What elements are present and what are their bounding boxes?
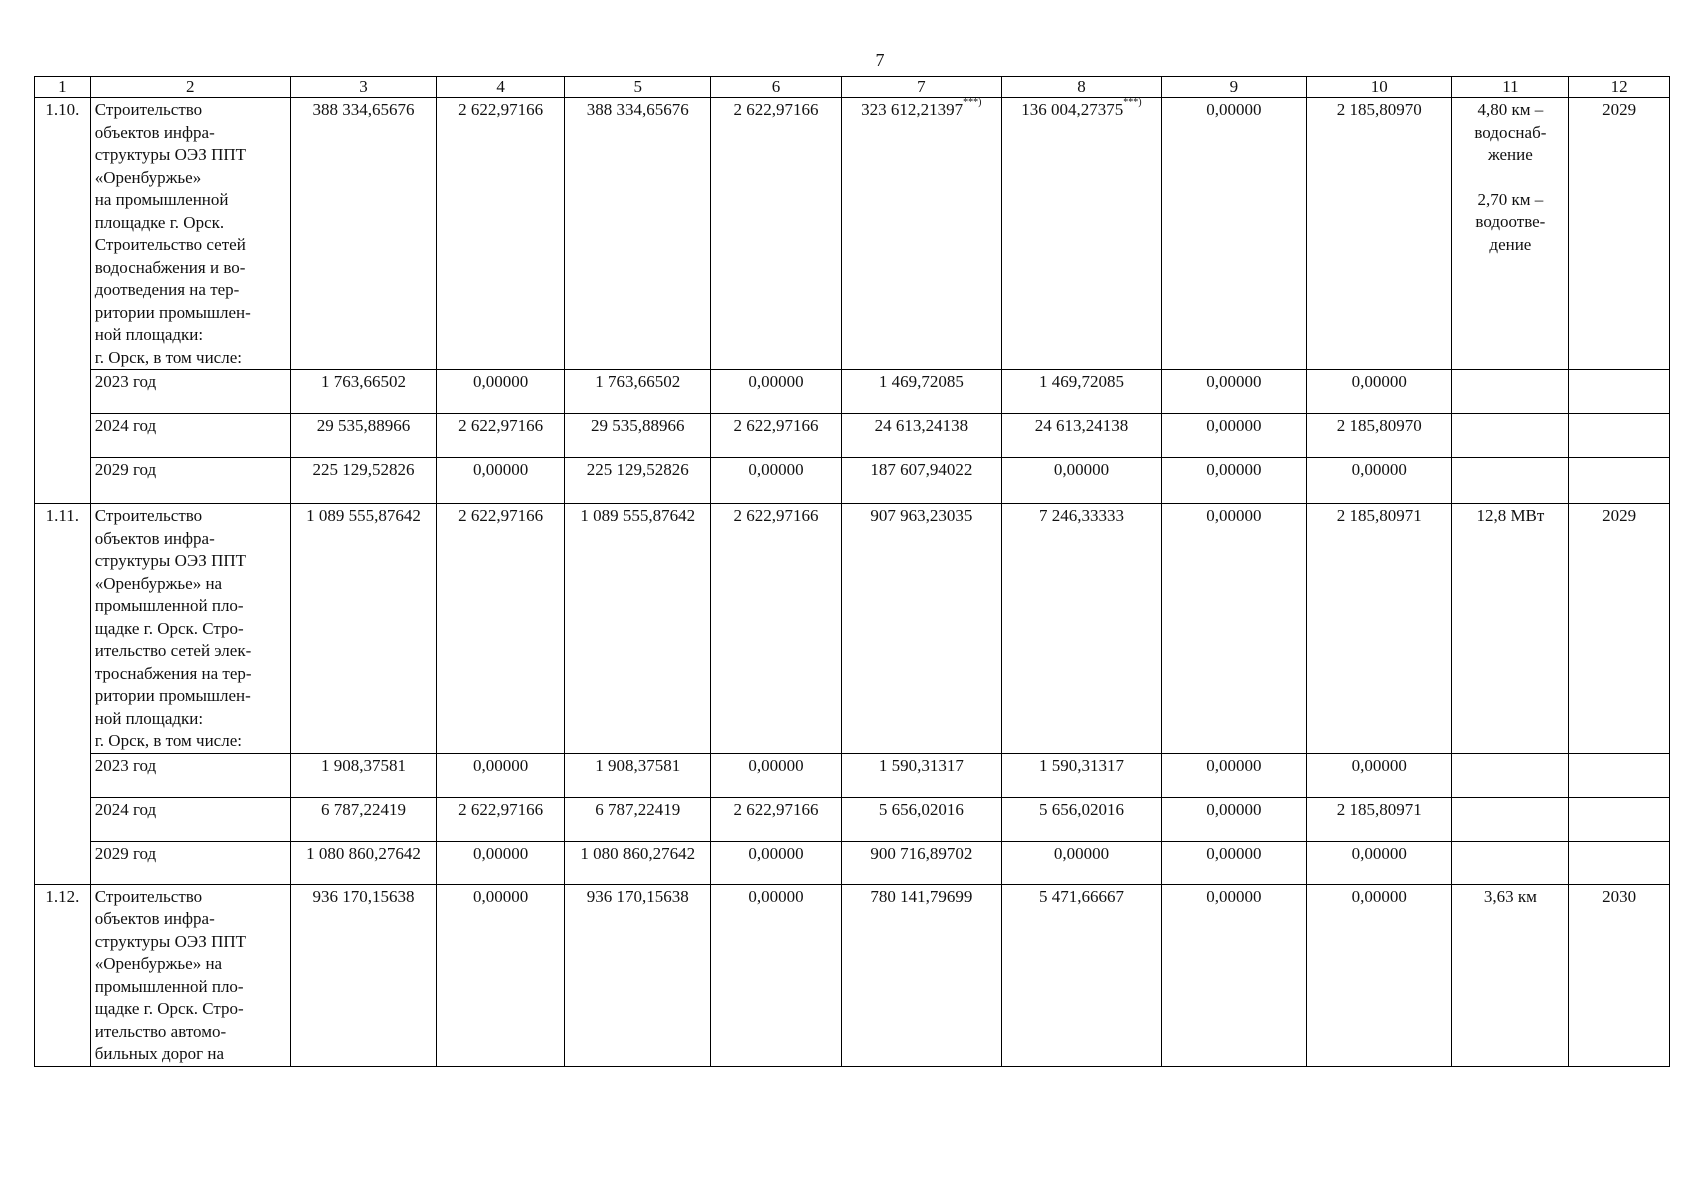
cell-value: 0,00000 bbox=[711, 370, 841, 414]
empty-cell bbox=[1569, 797, 1670, 841]
cell-value: 5 471,66667 bbox=[1002, 884, 1162, 1066]
column-header: 11 bbox=[1452, 77, 1569, 98]
empty-cell bbox=[1452, 458, 1569, 504]
cell-value: 0,00000 bbox=[1002, 458, 1162, 504]
completion-year: 2030 bbox=[1569, 884, 1670, 1066]
empty-cell bbox=[1569, 370, 1670, 414]
capacity-cell: 3,63 км bbox=[1452, 884, 1569, 1066]
cell-value: 1 469,72085 bbox=[841, 370, 1002, 414]
cell-value: 2 185,80970 bbox=[1307, 98, 1452, 370]
cell-value: 0,00000 bbox=[437, 753, 565, 797]
cell-value: 6 787,22419 bbox=[290, 797, 436, 841]
table-row bbox=[35, 797, 1670, 841]
cell-value: 323 612,21397***) bbox=[841, 98, 1002, 370]
year-label: 2029 год bbox=[90, 841, 290, 884]
completion-year: 2029 bbox=[1569, 504, 1670, 754]
cell-value: 2 185,80971 bbox=[1307, 797, 1452, 841]
table-row bbox=[35, 458, 1670, 504]
cell-value: 24 613,24138 bbox=[1002, 414, 1162, 458]
cell-value: 0,00000 bbox=[1161, 753, 1306, 797]
cell-value: 0,00000 bbox=[1161, 884, 1306, 1066]
section-number: 1.11. bbox=[35, 504, 91, 885]
cell-value: 2 185,80970 bbox=[1307, 414, 1452, 458]
cell-value: 1 763,66502 bbox=[565, 370, 711, 414]
table-row bbox=[35, 370, 1670, 414]
empty-cell bbox=[1452, 797, 1569, 841]
cell-value: 1 590,31317 bbox=[1002, 753, 1162, 797]
year-label: 2024 год bbox=[90, 797, 290, 841]
cell-value: 936 170,15638 bbox=[290, 884, 436, 1066]
cell-value: 0,00000 bbox=[711, 458, 841, 504]
page-number: 7 bbox=[875, 50, 885, 70]
cell-value: 0,00000 bbox=[711, 841, 841, 884]
empty-cell bbox=[1452, 414, 1569, 458]
column-header: 3 bbox=[290, 77, 436, 98]
cell-value: 0,00000 bbox=[437, 841, 565, 884]
year-label: 2029 год bbox=[90, 458, 290, 504]
cell-value: 0,00000 bbox=[1161, 504, 1306, 754]
year-label: 2024 год bbox=[90, 414, 290, 458]
table-row bbox=[35, 414, 1670, 458]
cell-value: 136 004,27375***) bbox=[1002, 98, 1162, 370]
cell-value: 1 089 555,87642 bbox=[565, 504, 711, 754]
cell-value: 24 613,24138 bbox=[841, 414, 1002, 458]
year-label: 2023 год bbox=[90, 753, 290, 797]
cell-value: 29 535,88966 bbox=[565, 414, 711, 458]
cell-value: 0,00000 bbox=[1002, 841, 1162, 884]
column-header: 12 bbox=[1569, 77, 1670, 98]
cell-value: 0,00000 bbox=[1161, 414, 1306, 458]
cell-value: 5 656,02016 bbox=[841, 797, 1002, 841]
table-row bbox=[35, 884, 1670, 1066]
footnote-mark: ***) bbox=[1123, 97, 1142, 108]
column-header: 5 bbox=[565, 77, 711, 98]
cell-value: 0,00000 bbox=[1307, 753, 1452, 797]
table-row bbox=[35, 504, 1670, 754]
cell-value: 0,00000 bbox=[437, 458, 565, 504]
capacity-cell: 4,80 км – водоснаб- жение 2,70 км – водоотве- дение bbox=[1452, 98, 1569, 370]
footnote-mark: ***) bbox=[963, 97, 982, 108]
item-name: Строительство объектов инфра- структуры ОЭЗ ППТ «Оренбуржье» на промышленной пло- щадке г. Орск. Стро- ительство автомо- бильных дорог на bbox=[90, 884, 290, 1066]
empty-cell bbox=[1569, 414, 1670, 458]
column-header: 2 bbox=[90, 77, 290, 98]
column-header: 6 bbox=[711, 77, 841, 98]
cell-value: 1 590,31317 bbox=[841, 753, 1002, 797]
cell-value: 225 129,52826 bbox=[290, 458, 436, 504]
cell-value: 1 908,37581 bbox=[290, 753, 436, 797]
column-header: 4 bbox=[437, 77, 565, 98]
cell-value: 1 089 555,87642 bbox=[290, 504, 436, 754]
cell-value: 0,00000 bbox=[1161, 370, 1306, 414]
table-row bbox=[35, 841, 1670, 884]
cell-value: 0,00000 bbox=[437, 884, 565, 1066]
empty-cell bbox=[1569, 753, 1670, 797]
cell-value: 388 334,65676 bbox=[565, 98, 711, 370]
section-number: 1.10. bbox=[35, 98, 91, 504]
cell-value: 187 607,94022 bbox=[841, 458, 1002, 504]
cell-value: 2 622,97166 bbox=[437, 504, 565, 754]
column-header: 9 bbox=[1161, 77, 1306, 98]
empty-cell bbox=[1452, 370, 1569, 414]
cell-value: 2 622,97166 bbox=[437, 797, 565, 841]
capacity-cell: 12,8 МВт bbox=[1452, 504, 1569, 754]
section-number: 1.12. bbox=[35, 884, 91, 1066]
column-number-row bbox=[35, 77, 1670, 98]
table-row bbox=[35, 753, 1670, 797]
cell-value: 7 246,33333 bbox=[1002, 504, 1162, 754]
column-header: 1 bbox=[35, 77, 91, 98]
empty-cell bbox=[1569, 841, 1670, 884]
cell-value: 1 469,72085 bbox=[1002, 370, 1162, 414]
empty-cell bbox=[1569, 458, 1670, 504]
cell-value: 0,00000 bbox=[1161, 797, 1306, 841]
cell-value: 6 787,22419 bbox=[565, 797, 711, 841]
cell-value: 907 963,23035 bbox=[841, 504, 1002, 754]
cell-value: 5 656,02016 bbox=[1002, 797, 1162, 841]
cell-value: 29 535,88966 bbox=[290, 414, 436, 458]
item-name: Строительство объектов инфра- структуры ОЭЗ ППТ «Оренбуржье» на промышленной площадке г. Орск. Строительство сетей водоснабжения и во- доотведения на тер- ритории промышлен- ной площадки: г. Орск, в том числе: bbox=[90, 98, 290, 370]
cell-value: 900 716,89702 bbox=[841, 841, 1002, 884]
empty-cell bbox=[1452, 841, 1569, 884]
empty-cell bbox=[1452, 753, 1569, 797]
cell-value: 0,00000 bbox=[1161, 458, 1306, 504]
completion-year: 2029 bbox=[1569, 98, 1670, 370]
year-label: 2023 год bbox=[90, 370, 290, 414]
table-row bbox=[35, 98, 1670, 370]
cell-value: 388 334,65676 bbox=[290, 98, 436, 370]
column-header: 8 bbox=[1002, 77, 1162, 98]
cell-value: 0,00000 bbox=[1161, 98, 1306, 370]
cell-value: 1 763,66502 bbox=[290, 370, 436, 414]
item-name: Строительство объектов инфра- структуры ОЭЗ ППТ «Оренбуржье» на промышленной пло- щадке г. Орск. Стро- ительство сетей элек- троснабжения на тер- ритории промышлен- ной площадки: г. Орск, в том числе: bbox=[90, 504, 290, 754]
cell-value: 0,00000 bbox=[437, 370, 565, 414]
cell-value: 2 622,97166 bbox=[711, 98, 841, 370]
cell-value: 2 185,80971 bbox=[1307, 504, 1452, 754]
cell-value: 1 080 860,27642 bbox=[290, 841, 436, 884]
investment-table bbox=[34, 76, 1670, 1067]
cell-value: 0,00000 bbox=[1307, 370, 1452, 414]
cell-value: 0,00000 bbox=[1161, 841, 1306, 884]
cell-value: 225 129,52826 bbox=[565, 458, 711, 504]
cell-value: 1 080 860,27642 bbox=[565, 841, 711, 884]
cell-value: 1 908,37581 bbox=[565, 753, 711, 797]
cell-value: 2 622,97166 bbox=[437, 414, 565, 458]
cell-value: 936 170,15638 bbox=[565, 884, 711, 1066]
column-header: 10 bbox=[1307, 77, 1452, 98]
cell-value: 0,00000 bbox=[711, 753, 841, 797]
cell-value: 0,00000 bbox=[711, 884, 841, 1066]
cell-value: 2 622,97166 bbox=[711, 797, 841, 841]
cell-value: 2 622,97166 bbox=[437, 98, 565, 370]
cell-value: 2 622,97166 bbox=[711, 414, 841, 458]
column-header: 7 bbox=[841, 77, 1002, 98]
cell-value: 2 622,97166 bbox=[711, 504, 841, 754]
cell-value: 0,00000 bbox=[1307, 884, 1452, 1066]
cell-value: 780 141,79699 bbox=[841, 884, 1002, 1066]
cell-value: 0,00000 bbox=[1307, 841, 1452, 884]
cell-value: 0,00000 bbox=[1307, 458, 1452, 504]
